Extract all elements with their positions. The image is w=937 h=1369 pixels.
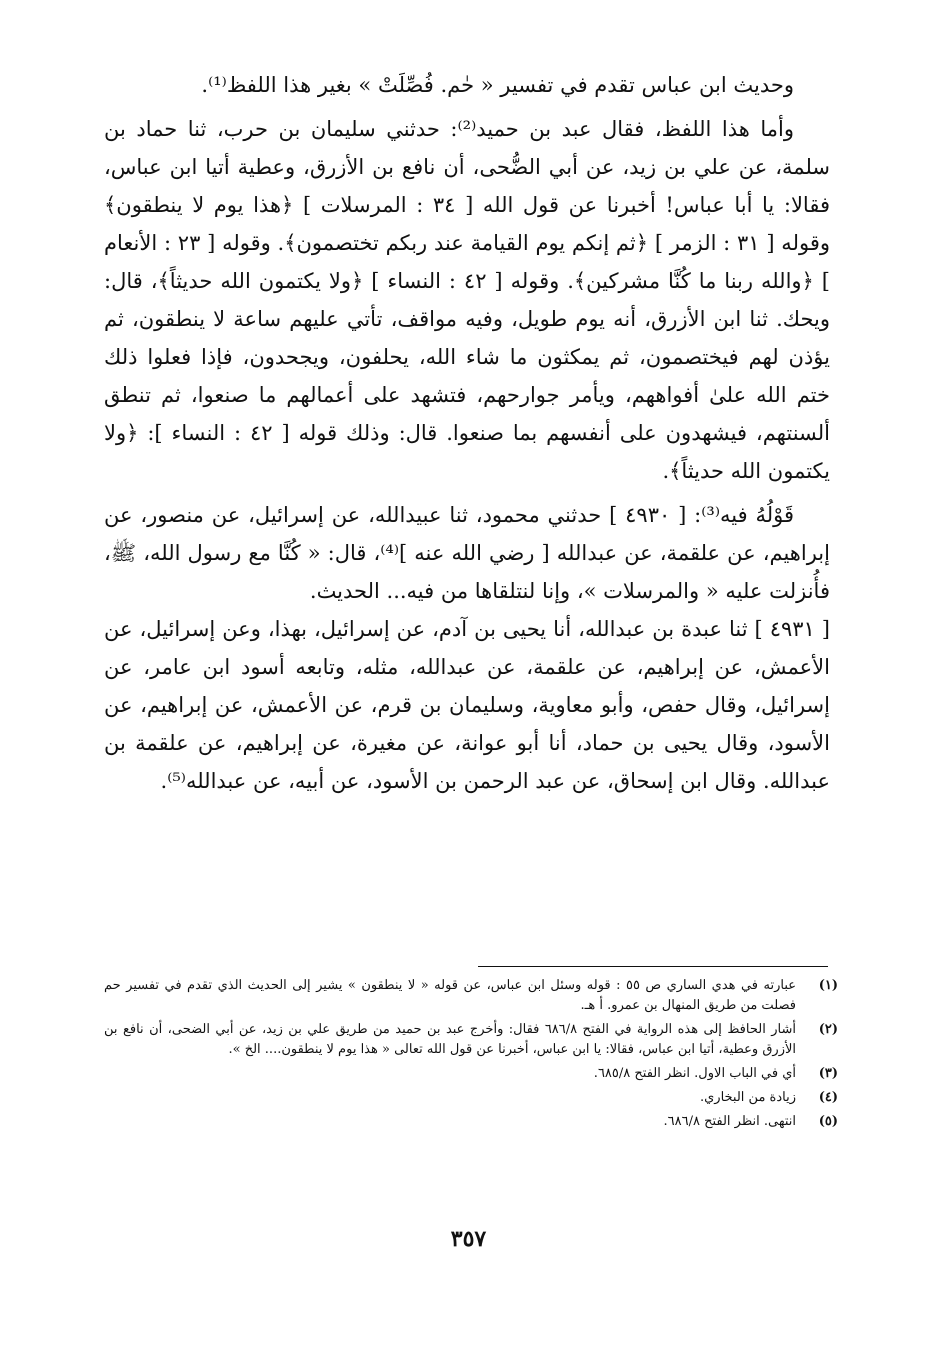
footnote-number: (٣) bbox=[818, 1066, 838, 1081]
paragraph-2: وأما هذا اللفظ، فقال عبد بن حميد⁽²⁾: حدثني سليمان بن حرب، ثنا حماد بن سلمة، عن علي بن زيد، عن أبي الضُّحى، أن نافع بن الأزرق، وعطية أتيا ابن عباس، فقالا: يا أبا عباس! أخبرنا عن قول الله [ ٣٤ : المرسلات ] ﴿هذا يوم لا ينطقون﴾ وقوله [ ٣١ : الزمر ] ﴿ثم إنكم يوم القيامة عند ربكم تختصمون﴾. وقوله [ ٢٣ : الأنعام ] ﴿والله ربنا ما كُنَّا مشركين﴾. وقوله [ ٤٢ : النساء ] ﴿ولا يكتمون الله حديثاً﴾، قال: ويحك. ثنا ابن الأزرق، أنه يوم طويل، وفيه مواقف، تأتي عليهم ساعة لا ينطقون، ثم يؤذن لهم فيختصمون، ثم يمكثون ما شاء الله، يحلفون، ويجحدون، فإذا فعلوا ذلك ختم الله علىٰ أفواههم، ويأمر جوارحهم، فتشهد على أعمالهم ما صنعوا، ثم تنطق ألسنتهم، فيشهدون على أنفسهم بما صنعوا. قال: وذلك قوله [ ٤٢ : النساء ]: ﴿ولا يكتمون الله حديثاً﴾. bbox=[104, 117, 830, 483]
footnote-text: زيادة من البخاري. bbox=[699, 1090, 796, 1105]
footnote-4 bbox=[104, 1088, 838, 1108]
footnote-number: (١) bbox=[818, 978, 838, 993]
footnote-3 bbox=[104, 1064, 838, 1084]
footnote-divider bbox=[478, 966, 828, 967]
footnote-text: أي في الباب الاول. انظر الفتح ٦٨٥/٨. bbox=[593, 1066, 796, 1081]
paragraph-1: وحديث ابن عباس تقدم في تفسير « حٰم. فُصِّلَتْ » بغير هذا اللفظ⁽¹⁾. bbox=[201, 73, 794, 97]
footnote-text: أشار الحافظ إلى هذه الرواية في الفتح ٦٨٦/٨ فقال: وأخرج عبد بن حميد من طريق علي بن زيد، عن أبي الضحى، أن نافع بن الأزرق وعطية، أتيا ابن عباس، فقالا: يا ابن عباس، أخبرنا عن قول الله تعالى « هذا يوم لا ينطقون.... الخ ». bbox=[104, 1022, 796, 1057]
main-text-body bbox=[104, 66, 830, 800]
footnote-number: (٥) bbox=[818, 1114, 838, 1129]
footnotes bbox=[104, 976, 838, 1136]
footnote-text: عبارته في هدي الساري ص ٥٥ : قوله وسئل ابن عباس، عن قوله « لا ينطقون » يشير إلى الحديث الذي تقدم في تفسير حم فصلت من طريق المنهال بن عمرو. أ هـ. bbox=[104, 978, 796, 1013]
footnote-number: (٤) bbox=[818, 1090, 838, 1105]
page-number: ٣٥٧ bbox=[450, 1226, 487, 1252]
footnote-number: (٢) bbox=[818, 1022, 838, 1037]
paragraph-4: [ ٤٩٣١ ] ثنا عبدة بن عبدالله، أنا يحيى بن آدم، عن إسرائيل، بهذا، وعن إسرائيل، عن الأعمش، عن إبراهيم، عن علقمة، عن عبدالله، مثله، وتابعه أسود ابن عامر، عن إسرائيل، وقال حفص، وأبو معاوية، وسليمان بن قرم، عن الأعمش، عن إبراهيم، عن الأسود، وقال يحيى بن حماد، أنا أبو عوانة، عن مغيرة، عن إبراهيم، عن علقمة بن عبدالله. وقال ابن إسحاق، عن عبد الرحمن بن الأسود، عن أبيه، عن عبدالله⁽⁵⁾. bbox=[104, 617, 830, 793]
paragraph-3: قَوْلُهُ فيه⁽³⁾: [ ٤٩٣٠ ] حدثني محمود، ثنا عبيدالله، عن إسرائيل، عن منصور، عن إبراهيم، عن علقمة، عن عبدالله [ رضي الله عنه ]⁽⁴⁾، قال: « كُنَّا مع رسول الله، ﷺ، فأُنزلت عليه « والمرسلات »، وإنا لنتلقاها من فيه... الحديث. bbox=[104, 503, 830, 603]
footnote-5 bbox=[104, 1112, 838, 1132]
footnote-text: انتهى. انظر الفتح ٦٨٦/٨. bbox=[663, 1114, 796, 1129]
footnote-2 bbox=[104, 1020, 838, 1060]
footnote-1 bbox=[104, 976, 838, 1016]
